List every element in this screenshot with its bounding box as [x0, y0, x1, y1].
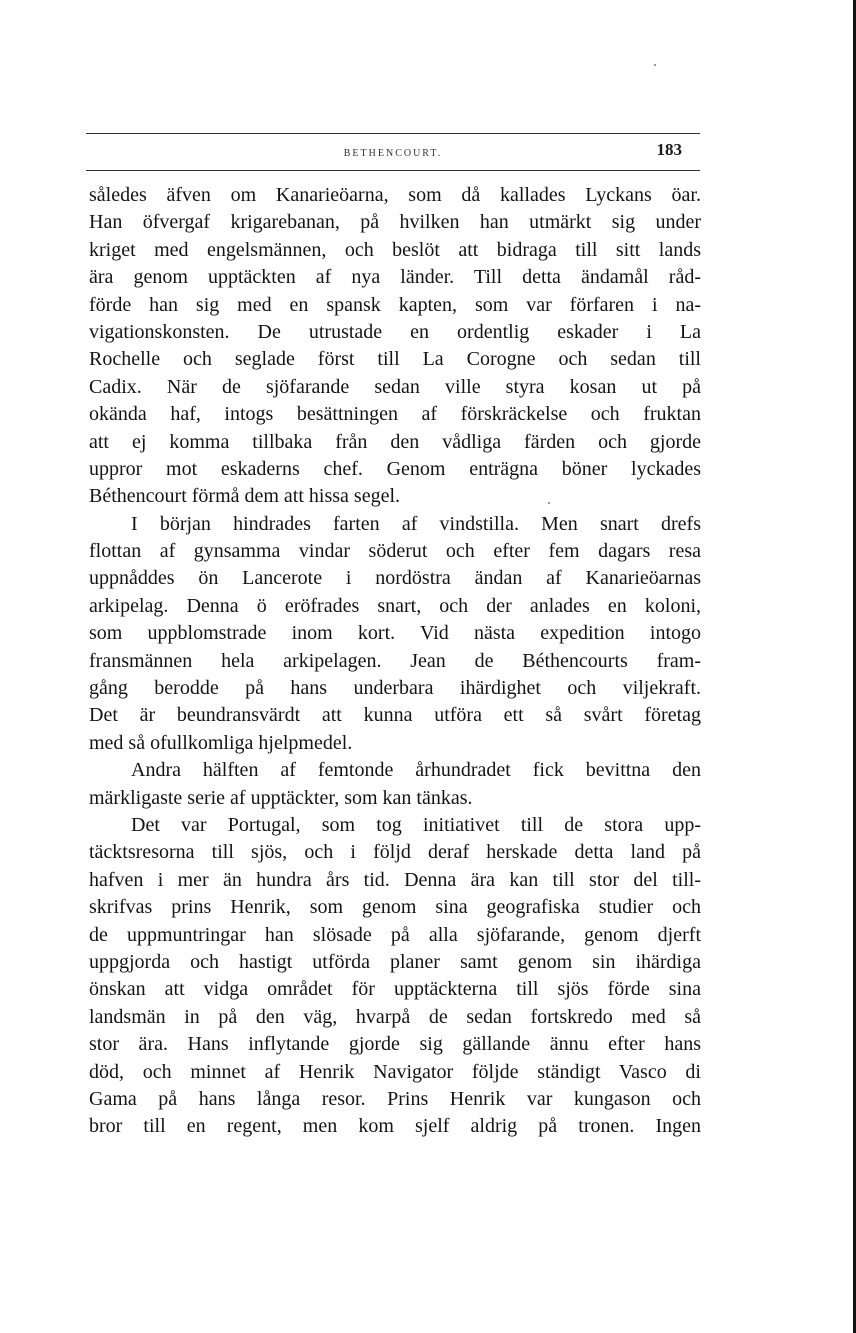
text-line: Det var Portugal, som tog initiativet till de stora upp- [131, 813, 701, 836]
text-line: märkligaste serie af upptäckter, som kan tänkas. [89, 786, 473, 809]
text-line: uppgjorda och hastigt utförda planer samt genom sin ihärdiga [89, 950, 701, 973]
text-line: Gama på hans långa resor. Prins Henrik var kungason och [89, 1087, 701, 1110]
body-text [89, 182, 701, 1141]
text-line: uppnåddes ön Lancerote i nordöstra ändan af Kanarieöarnas [89, 567, 701, 590]
text-line: att ej komma tillbaka från den vådliga färden och gjorde [89, 430, 701, 453]
header-top-rule [86, 133, 700, 134]
text-line: Det är beundransvärdt att kunna utföra ett så svårt företag [89, 704, 701, 727]
text-line: bror till en regent, men kom sjelf aldrig på tronen. Ingen [89, 1115, 701, 1138]
text-line: som uppblomstrade inom kort. Vid nästa expedition intogo [89, 622, 701, 645]
text-line: önskan att vidga området för upptäckterna till sjös förde sina [89, 978, 701, 1001]
scan-speck [654, 64, 656, 66]
text-line: stor ära. Hans inflytande gjorde sig gällande ännu efter hans [89, 1033, 701, 1056]
text-line: ära genom upptäckten af nya länder. Till detta ändamål råd- [89, 266, 701, 289]
text-line: arkipelag. Denna ö eröfrades snart, och der anlades en koloni, [89, 594, 701, 617]
page-header [86, 140, 700, 168]
text-line: Cadix. När de sjöfarande sedan ville styra kosan ut på [89, 375, 701, 398]
text-line: okända haf, intogs besättningen af förskräckelse och fruktan [89, 403, 701, 426]
text-line: täcktsresorna till sjös, och i följd deraf herskade detta land på [89, 841, 701, 864]
text-line: I början hindrades farten af vindstilla. Men snart drefs [131, 512, 701, 535]
running-head: BETHENCOURT. [343, 148, 443, 159]
text-line: kriget med engelsmännen, och beslöt att bidraga till sitt lands [89, 238, 701, 261]
text-line: Rochelle och seglade först till La Corogne och sedan till [89, 348, 701, 371]
page-number: 183 [656, 140, 682, 159]
text-line: hafven i mer än hundra års tid. Denna ära kan till stor del till- [89, 868, 701, 891]
text-line: således äfven om Kanarieöarna, som då kallades Lyckans öar. [89, 184, 701, 206]
text-line: Han öfvergaf krigarebanan, på hvilken han utmärkt sig under [89, 211, 701, 234]
header-bottom-rule [86, 170, 700, 171]
text-line: med så ofullkomliga hjelpmedel. [89, 731, 353, 754]
text-line: uppror mot eskaderns chef. Genom enträgna böner lyckades [89, 457, 701, 480]
text-line: skrifvas prins Henrik, som genom sina geografiska studier och [89, 896, 701, 919]
text-line: de uppmuntringar han slösade på alla sjöfarande, genom djerft [89, 923, 701, 946]
text-line: Béthencourt förmå dem att hissa segel. [89, 485, 401, 508]
text-line: gång berodde på hans underbara ihärdighet och viljekraft. [89, 677, 701, 700]
text-line: vigationskonsten. De utrustade en ordentlig eskader i La [89, 320, 701, 343]
text-line: fransmännen hela arkipelagen. Jean de Béthencourts fram- [89, 649, 701, 672]
text-line: flottan af gynsamma vindar söderut och efter fem dagars resa [89, 540, 701, 563]
text-line: Andra hälften af femtonde århundradet fick bevittna den [131, 759, 701, 782]
text-line: förde han sig med en spansk kapten, som var förfaren i na- [89, 293, 701, 316]
text-line: landsmän in på den väg, hvarpå de sedan fortskredo med så [89, 1005, 701, 1028]
text-line: död, och minnet af Henrik Navigator följde ständigt Vasco di [89, 1060, 701, 1083]
